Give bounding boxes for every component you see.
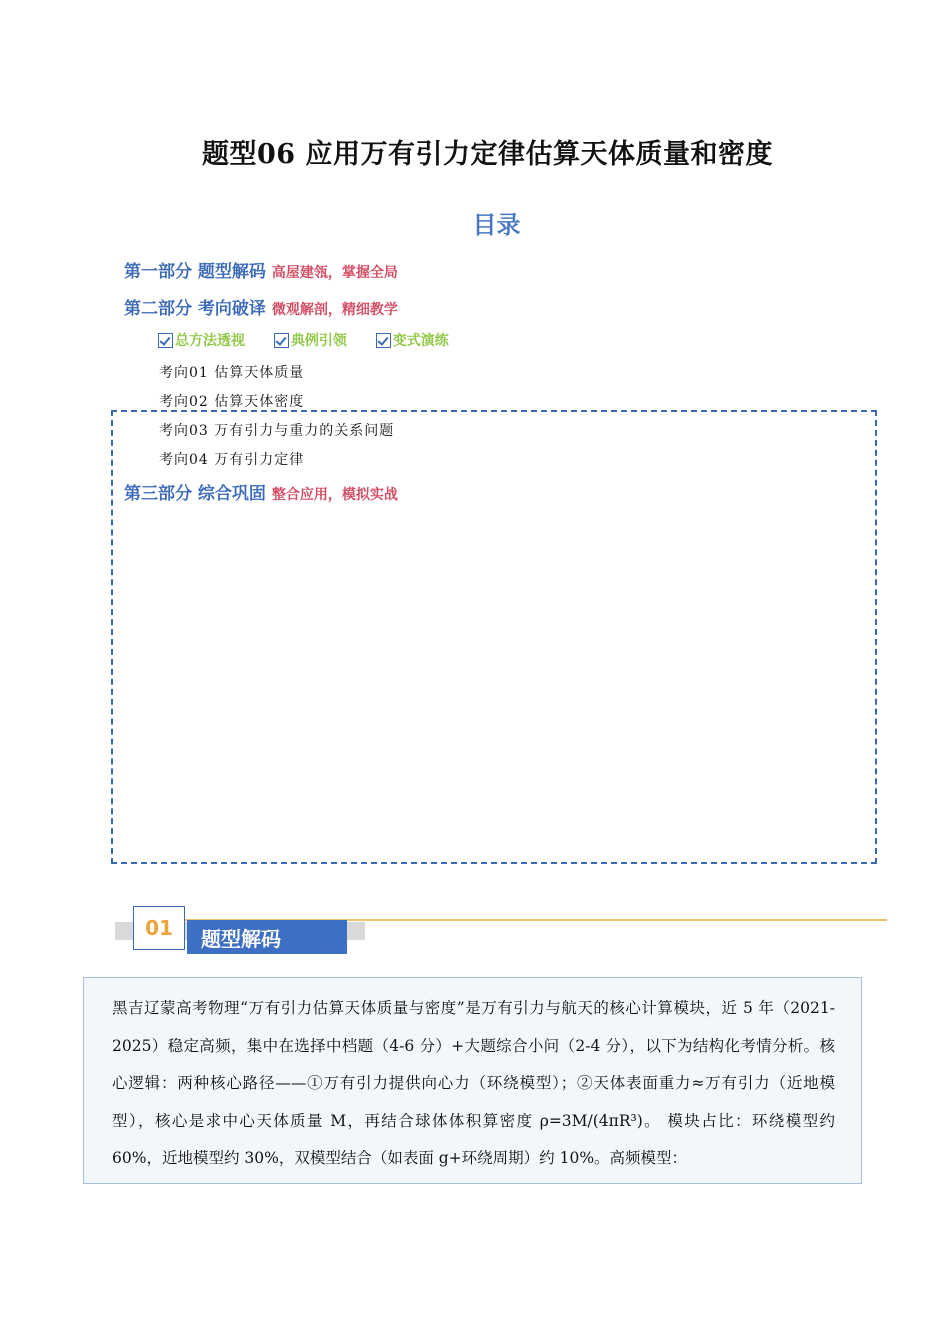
method-links [158, 330, 473, 352]
page-title: 题型06 应用万有引力定律估算天体质量和密度 [202, 139, 773, 170]
method-link-overview[interactable] [158, 330, 245, 350]
method-label: 典例引领 [290, 333, 347, 349]
checkbox-icon [274, 333, 289, 348]
part-subtitle: 高屋建瓴，掌握全局 [271, 265, 398, 281]
method-label: 变式演练 [392, 333, 449, 349]
part-heading: 第三部分 综合巩固 [124, 484, 266, 504]
section-header [115, 906, 890, 958]
method-label: 总方法透视 [175, 333, 245, 349]
part-subtitle: 整合应用，模拟实战 [271, 487, 398, 503]
section-label: 题型解码 [187, 920, 347, 954]
checkbox-icon [158, 333, 173, 348]
toc-heading: 目录 [472, 211, 521, 239]
toc-part-3[interactable] [124, 479, 398, 504]
toc-direction-2[interactable]: 考向02 估算天体密度 [159, 394, 305, 410]
part-heading: 第二部分 考向破译 [124, 299, 266, 319]
toc-part-2[interactable] [124, 294, 398, 319]
toc-direction-4[interactable]: 考向04 万有引力定律 [159, 452, 305, 468]
summary-box: 黑吉辽蒙高考物理“万有引力估算天体质量与密度”是万有引力与航天的核心计算模块，近 5 年（2021-2025）稳定高频，集中在选择中档题（4-6 分）+大题综合小问（2-4 分），以下为结构化考情分析。核心逻辑：两种核心路径——①万有引力提供向心力（环绕模型）；②天体表面重力≈万有引力（近地模型），核心是求中心天体质量 M，再结合球体体积算密度 ρ=3M/(4πR³)。 模块占比：环绕模型约 60%，近地模型约 30%，双模型结合（如表面 g+环绕周期）约 10%。高频模型： [83, 977, 862, 1184]
method-link-examples[interactable] [274, 330, 347, 350]
method-link-practice[interactable] [376, 330, 449, 350]
part-heading: 第一部分 题型解码 [124, 262, 266, 282]
section-number: 01 [133, 906, 185, 950]
part-subtitle: 微观解剖，精细教学 [271, 302, 398, 318]
toc-part-1[interactable] [124, 257, 398, 282]
checkbox-icon [376, 333, 391, 348]
toc-direction-3[interactable]: 考向03 万有引力与重力的关系问题 [159, 423, 395, 439]
toc-direction-1[interactable]: 考向01 估算天体质量 [159, 365, 305, 381]
